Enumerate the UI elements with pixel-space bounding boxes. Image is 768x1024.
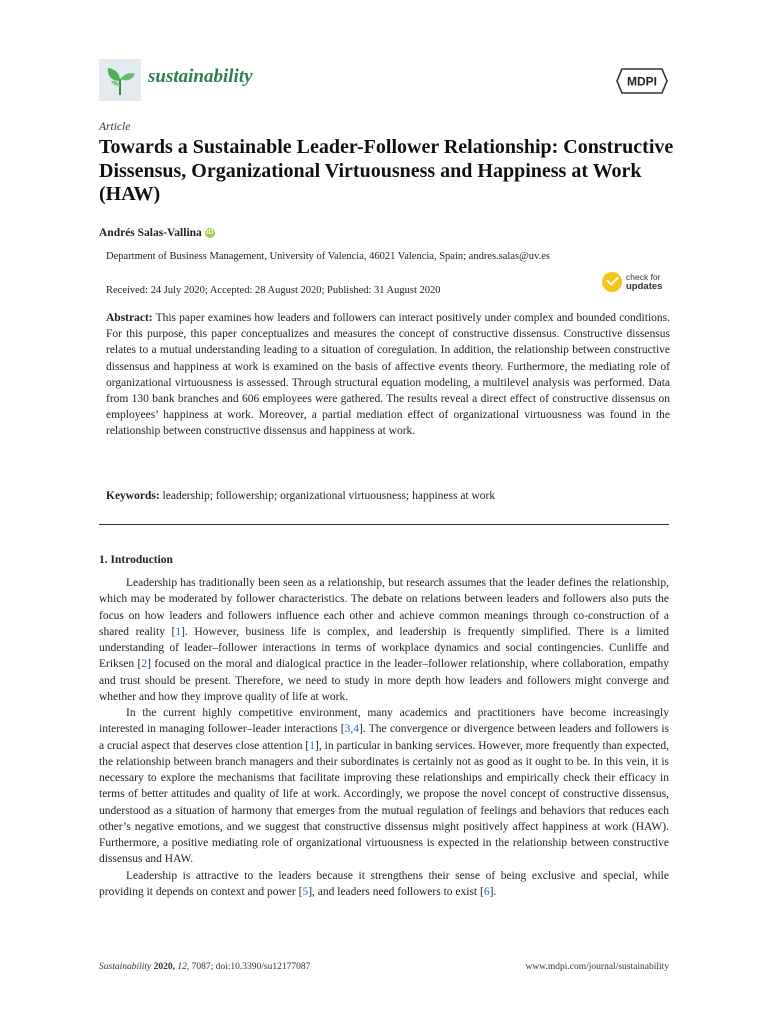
footer-journal: Sustainability bbox=[99, 962, 152, 972]
citation-link[interactable]: 1 bbox=[309, 739, 315, 752]
check-updates-line2: updates bbox=[626, 281, 663, 292]
paper-title: Towards a Sustainable Leader-Follower Relationship: Constructive Dissensus, Organizational Virtuousness and Happiness at Work (HAW) bbox=[99, 136, 674, 205]
mdpi-text: MDPI bbox=[627, 74, 657, 89]
footer-volume: 12, bbox=[177, 962, 190, 972]
body-text bbox=[99, 575, 669, 900]
citation-link[interactable]: 5 bbox=[302, 885, 309, 898]
keywords-label: Keywords: bbox=[106, 490, 160, 502]
author bbox=[99, 227, 215, 239]
publication-dates: Received: 24 July 2020; Accepted: 28 August 2020; Published: 31 August 2020 bbox=[106, 285, 441, 296]
keywords-text: leadership; followership; organizational virtuousness; happiness at work bbox=[162, 490, 496, 502]
divider bbox=[99, 524, 669, 525]
checkmark-icon bbox=[602, 272, 622, 292]
article-type: Article bbox=[99, 121, 131, 133]
footer-year: 2020, bbox=[153, 962, 175, 972]
mdpi-logo bbox=[616, 68, 668, 94]
section-title: 1. Introduction bbox=[99, 554, 173, 566]
footer-doi: 7087; doi:10.3390/su12177087 bbox=[189, 962, 311, 972]
check-updates-line1: check for bbox=[626, 271, 661, 282]
author-name: Andrés Salas-Vallina bbox=[99, 227, 202, 239]
paragraph-3: Leadership is attractive to the leaders because it strengthens their sense of being exclusive and special, while providing it depends on context and power [5], and leaders need followers to exist [6]. bbox=[99, 869, 669, 898]
abstract-label: Abstract: bbox=[106, 312, 153, 324]
footer-journal-url[interactable]: www.mdpi.com/journal/sustainability bbox=[525, 962, 669, 972]
affiliation: Department of Business Management, University of Valencia, 46021 Valencia, Spain; andres.salas@uv.es bbox=[106, 251, 550, 262]
journal-logo bbox=[99, 59, 141, 101]
paragraph-1: Leadership has traditionally been seen as a relationship, but research assumes that the leader defines the relationship, which may be moderated by follower characteristics. The debate on relations between leaders and followers also puts the focus on how leaders and followers influence each other and achieve common meanings through co-construction of a shared reality [1]. However, business life is complex, and leadership is frequently simplified. There is a limited understanding of leader–follower interactions in terms of workplace dynamics and social contingencies. Cunliffe and Eriksen [2] focused on the moral and dialogical practice in the leader–follower relationship, where collaboration, empathy and trust should be present. Therefore, we need to study in more depth how leaders and followers might converge and whether and how they improve quality of life at work. bbox=[99, 577, 670, 703]
leaf-icon bbox=[99, 59, 141, 101]
footer-citation bbox=[99, 962, 310, 972]
journal-name: sustainability bbox=[148, 66, 253, 87]
abstract bbox=[106, 310, 670, 440]
abstract-text: This paper examines how leaders and followers can interact positively under complex and bounded conditions. For this purpose, this paper conceptualizes and measures the concept of constructive dissensus. Constructive dissensus relates to a mutual understanding leading to a situation of coregulation. In addition, the relationship between constructive dissensus and happiness at work is examined on the basis of affective events theory. Furthermore, the mediating role of organizational virtuousness is assessed. Through structural equation modeling, a multilevel analysis was performed. Data from 130 bank branches and 606 employees were gathered. The results reveal a direct effect of constructive dissensus on employees’ happiness at work. Moreover, a partial mediation effect of organizational virtuousness was found in the relationship between constructive dissensus and happiness at work. bbox=[106, 312, 670, 438]
citation-link[interactable]: 3,4 bbox=[344, 723, 359, 736]
paragraph-2: In the current highly competitive environment, many academics and practitioners have become increasingly interested in managing follower–leader interactions [3,4]. The convergence or divergence between leaders and followers is a crucial aspect that deserves close attention [1], in particular in banking services. However, more frequently than expected, the relationship between branch managers and their subordinates is certainly not as good as it ought to be. In this vein, it is necessary to explore the mechanisms that facilitate improving these relationships and empirically check their efficacy in terms of better attitudes and quality of life at work. Accordingly, we propose the novel concept of constructive dissensus, understood as a situation of harmony that emerges from the mutual regulation of feelings and behaviors that reduces each other’s negative emotions, and we suggest that constructive dissensus might positively affect happiness at work (HAW). Furthermore, a positive mediating role of organizational virtuousness is expected in the relationship between constructive dissensus and HAW. bbox=[99, 707, 670, 866]
orcid-icon[interactable]: iD bbox=[206, 229, 214, 236]
check-for-updates-badge[interactable] bbox=[602, 272, 662, 292]
citation-link[interactable]: 1 bbox=[175, 625, 182, 638]
check-updates-text bbox=[626, 273, 662, 292]
citation-link[interactable]: 2 bbox=[141, 658, 148, 671]
keywords bbox=[106, 490, 670, 502]
citation-link[interactable]: 6 bbox=[483, 885, 490, 898]
